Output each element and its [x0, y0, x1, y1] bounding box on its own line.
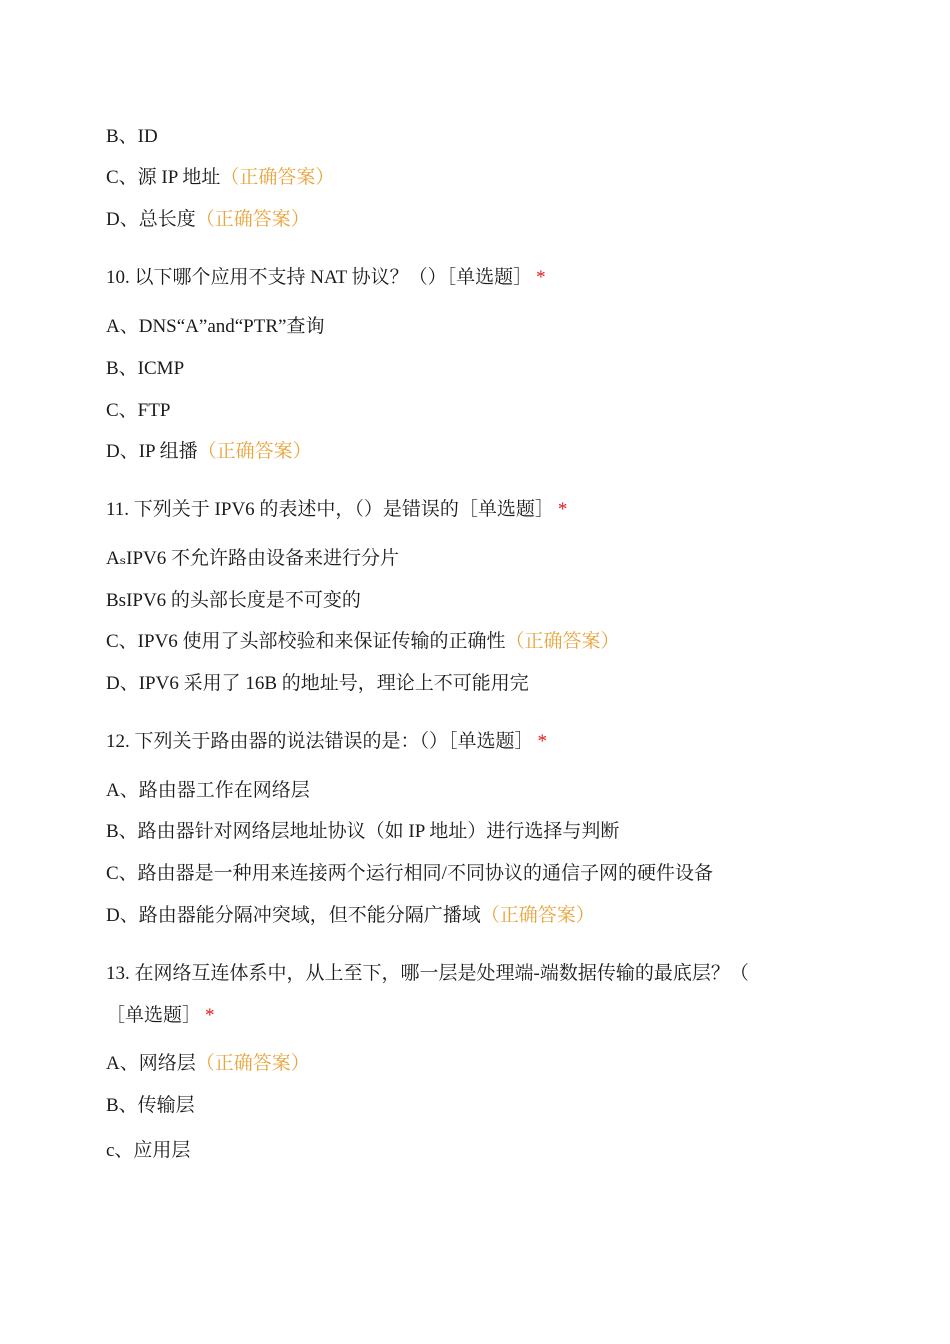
question-text: 12. 下列关于路由器的说法错误的是：（）［单选题］: [106, 731, 534, 752]
q13-option-c: [106, 1139, 190, 1163]
option-text: D、IP 组播: [106, 441, 198, 462]
correct-answer-tag: （正确答案）: [197, 441, 312, 462]
q13-option-b: [106, 1094, 195, 1118]
question-text: 10. 以下哪个应用不支持 NAT 协议？（）［单选题］: [106, 267, 533, 288]
q9-option-b: [106, 125, 158, 149]
q10-option-a: [106, 315, 324, 339]
option-text: B、ID: [106, 126, 158, 147]
required-mark: *: [536, 267, 546, 288]
correct-answer-tag: （正确答案）: [195, 1053, 310, 1074]
q13-question-line-2: [106, 1004, 215, 1028]
correct-answer-tag: （正确答案）: [195, 209, 310, 230]
q12-option-d: [106, 904, 595, 928]
question-text: 13. 在网络互连体系中，从上至下，哪一层是处理端-端数据传输的最底层？（: [106, 963, 749, 984]
option-text: B、路由器针对网络层地址协议（如 IP 地址）进行选择与判断: [106, 821, 620, 842]
q11-option-b: [106, 589, 361, 613]
q12-option-c: [106, 862, 713, 886]
question-text: 11. 下列关于 IPV6 的表述中，（）是错误的［单选题］: [106, 499, 554, 520]
q10-question: [106, 266, 546, 290]
q10-option-b: [106, 357, 184, 381]
q13-question-line-1: [106, 962, 749, 986]
required-mark: *: [557, 499, 568, 520]
q10-option-c: [106, 399, 170, 423]
option-text: B、传输层: [106, 1095, 195, 1116]
q11-option-d: [106, 672, 529, 696]
q12-question: [106, 730, 547, 754]
option-text: BsIPV6 的头部长度是不可变的: [106, 590, 361, 611]
q11-option-c: [106, 630, 620, 654]
q13-option-a: [106, 1052, 310, 1076]
q12-option-a: [106, 779, 310, 803]
q11-question: [106, 498, 567, 522]
option-text: A、路由器工作在网络层: [106, 780, 310, 801]
question-type: ［单选题］: [106, 1005, 202, 1026]
required-mark: *: [537, 731, 548, 752]
q11-option-a: [106, 547, 399, 571]
q9-option-d: [106, 208, 310, 232]
option-text: D、总长度: [106, 209, 196, 230]
option-text: C、源 IP 地址: [106, 167, 221, 188]
option-text: C、路由器是一种用来连接两个运行相同/不同协议的通信子网的硬件设备: [106, 863, 713, 884]
correct-answer-tag: （正确答案）: [505, 631, 620, 652]
correct-answer-tag: （正确答案）: [220, 167, 335, 188]
option-text: D、路由器能分隔冲突域，但不能分隔广播域: [106, 905, 481, 926]
correct-answer-tag: （正确答案）: [480, 905, 595, 926]
required-mark: *: [205, 1005, 215, 1026]
option-text: AₛIPV6 不允许路由设备来进行分片: [106, 548, 399, 569]
option-text: C、IPV6 使用了头部校验和来保证传输的正确性: [106, 631, 506, 652]
option-text: c、应用层: [106, 1140, 191, 1161]
option-text: A、网络层: [106, 1053, 196, 1074]
q10-option-d: [106, 440, 312, 464]
option-text: C、FTP: [106, 400, 171, 421]
option-text: A、DNS“A”and“PTR”查询: [106, 316, 325, 337]
option-text: D、IPV6 采用了 16B 的地址号，理论上不可能用完: [106, 673, 529, 694]
q12-option-b: [106, 820, 619, 844]
q9-option-c: [106, 166, 334, 190]
option-text: B、ICMP: [106, 358, 185, 379]
